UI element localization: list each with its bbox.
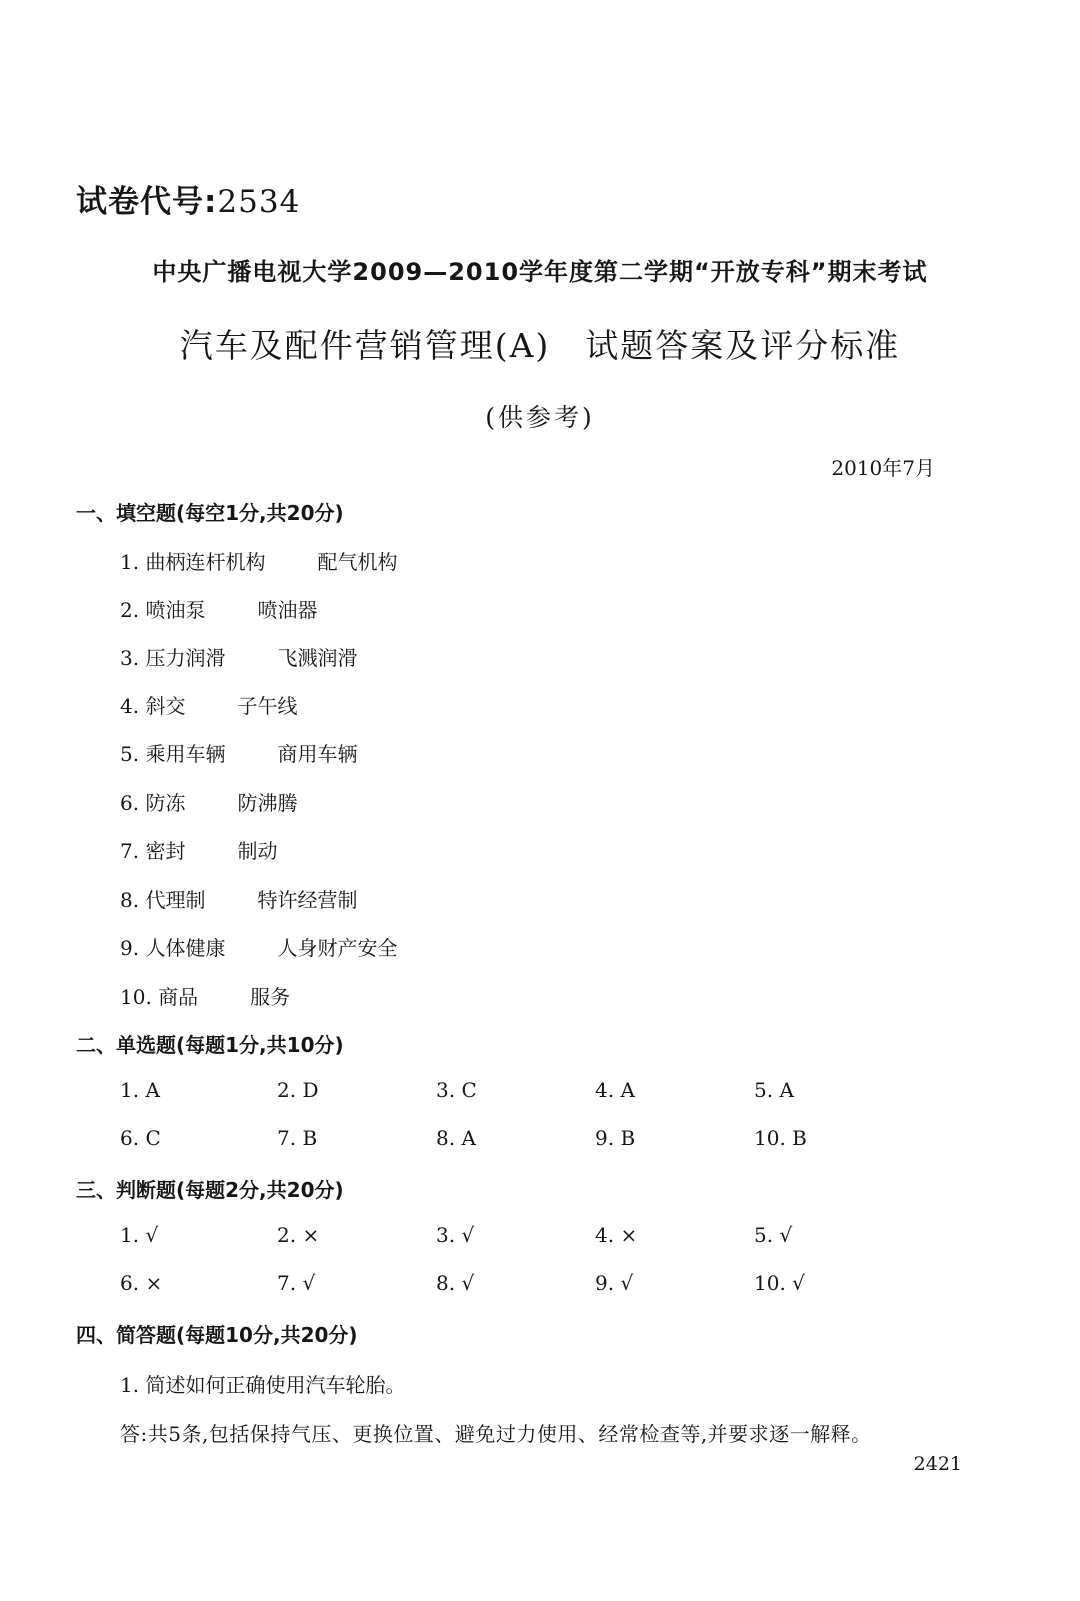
section-heading-true-false: 三、判断题(每题2分,共20分) bbox=[76, 1178, 344, 1202]
answer-cell: 4. A bbox=[595, 1078, 635, 1102]
answer-cell: 7. √ bbox=[277, 1271, 316, 1295]
answer-cell: 1. √ bbox=[120, 1223, 159, 1247]
answer-cell: 3. C bbox=[436, 1078, 477, 1102]
exam-code bbox=[76, 176, 300, 221]
answer-cell: 9. √ bbox=[595, 1271, 634, 1295]
answer-cell: 10. √ bbox=[754, 1271, 805, 1295]
list-item: 4. 斜交 子午线 bbox=[120, 694, 298, 718]
answer-cell: 7. B bbox=[277, 1126, 318, 1150]
list-item: 9. 人体健康 人身财产安全 bbox=[120, 936, 398, 960]
answer-cell: 10. B bbox=[754, 1126, 807, 1150]
answer-cell: 6. C bbox=[120, 1126, 161, 1150]
answer-cell: 3. √ bbox=[436, 1223, 475, 1247]
list-item: 2. 喷油泵 喷油器 bbox=[120, 598, 318, 622]
answer-cell: 5. A bbox=[754, 1078, 794, 1102]
answer-text: 答:共5条,包括保持气压、更换位置、避免过力使用、经常检查等,并要求逐一解释。 bbox=[120, 1422, 872, 1446]
list-item: 5. 乘用车辆 商用车辆 bbox=[120, 742, 358, 766]
page-title: 汽车及配件营销管理(A) 试题答案及评分标准 bbox=[179, 326, 901, 365]
exam-code-label: 试卷代号: bbox=[76, 184, 218, 220]
section-heading-fill-in: 一、填空题(每空1分,共20分) bbox=[76, 501, 344, 525]
list-item: 1. 曲柄连杆机构 配气机构 bbox=[120, 550, 398, 574]
list-item: 8. 代理制 特许经营制 bbox=[120, 888, 358, 912]
subtitle: (供参考) bbox=[485, 403, 595, 432]
answer-cell: 8. √ bbox=[436, 1271, 475, 1295]
answer-cell: 1. A bbox=[120, 1078, 160, 1102]
section-heading-single-choice: 二、单选题(每题1分,共10分) bbox=[76, 1033, 344, 1057]
exam-date: 2010年7月 bbox=[831, 456, 935, 480]
answer-cell: 8. A bbox=[436, 1126, 476, 1150]
list-item: 6. 防冻 防沸腾 bbox=[120, 791, 298, 815]
university-line: 中央广播电视大学2009—2010学年度第二学期“开放专科”期末考试 bbox=[152, 258, 928, 286]
answer-cell: 2. D bbox=[277, 1078, 319, 1102]
list-item: 3. 压力润滑 飞溅润滑 bbox=[120, 646, 358, 670]
section-heading-short-answer: 四、简答题(每题10分,共20分) bbox=[76, 1323, 358, 1347]
answer-cell: 6. × bbox=[120, 1271, 163, 1295]
question-text: 1. 简述如何正确使用汽车轮胎。 bbox=[120, 1373, 406, 1397]
answer-cell: 4. × bbox=[595, 1223, 638, 1247]
page-number: 2421 bbox=[913, 1453, 962, 1475]
answer-cell: 9. B bbox=[595, 1126, 636, 1150]
answer-cell: 2. × bbox=[277, 1223, 320, 1247]
answer-cell: 5. √ bbox=[754, 1223, 793, 1247]
list-item: 10. 商品 服务 bbox=[120, 985, 291, 1009]
exam-code-number: 2534 bbox=[217, 184, 301, 220]
list-item: 7. 密封 制动 bbox=[120, 839, 278, 863]
